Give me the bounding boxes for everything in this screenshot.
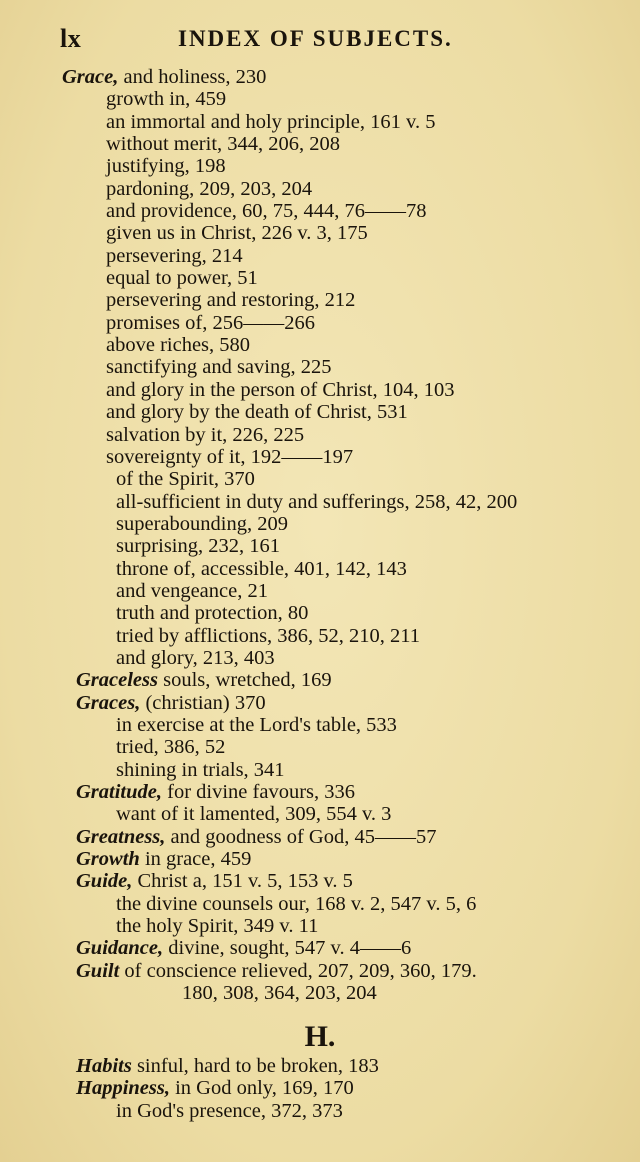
index-subentry <box>0 468 640 490</box>
index-subentry <box>0 736 640 758</box>
entry-text: sovereignty of it, 192——197 <box>106 445 354 468</box>
entry-text: throne of, accessible, 401, 142, 143 <box>116 557 407 580</box>
index-entry <box>0 960 640 982</box>
index-subentry <box>0 424 640 446</box>
index-entry <box>0 66 640 88</box>
index-subentry <box>0 178 640 200</box>
index-subentry <box>0 379 640 401</box>
entry-text: superabounding, 209 <box>116 512 288 535</box>
entry-text: and glory in the person of Christ, 104, 103 <box>106 378 455 401</box>
entry-text: persevering and restoring, 212 <box>106 289 356 312</box>
entry-text: above riches, 580 <box>106 334 251 357</box>
index-subentry <box>0 111 640 133</box>
entry-text: in exercise at the Lord's table, 533 <box>116 713 397 736</box>
entry-text: and glory, 213, 403 <box>116 646 275 669</box>
entry-keyword: Habits <box>76 1055 132 1077</box>
index-subentry <box>0 446 640 468</box>
index-entry <box>0 1055 640 1077</box>
entry-keyword: Graceless <box>76 669 158 692</box>
entry-text: and vengeance, 21 <box>116 579 268 602</box>
entry-text: souls, wretched, 169 <box>157 669 332 692</box>
entry-text: in God only, 169, 170 <box>169 1077 354 1100</box>
index-subentry <box>0 893 640 915</box>
index-subentry <box>0 602 640 624</box>
entry-text: justifying, 198 <box>106 155 226 178</box>
entry-keyword: Graces, <box>76 691 141 714</box>
index-subentry <box>0 222 640 244</box>
index-subentry <box>0 558 640 580</box>
index-subentry <box>0 535 640 557</box>
index-entry <box>0 692 640 714</box>
index-subentry <box>0 88 640 110</box>
entry-text: for divine favours, 336 <box>162 781 355 803</box>
index-entry <box>0 1077 640 1099</box>
entry-text: in grace, 459 <box>139 848 252 871</box>
index-subentry <box>0 245 640 267</box>
index-entry <box>0 848 640 870</box>
entry-text: salvation by it, 226, 225 <box>106 423 305 446</box>
entry-text: 180, 308, 364, 203, 204 <box>182 982 377 1005</box>
entry-text: tried, 386, 52 <box>116 736 226 759</box>
entry-text: given us in Christ, 226 v. 3, 175 <box>106 222 368 245</box>
index-section-g <box>0 66 640 1004</box>
entry-text: sanctifying and saving, 225 <box>106 356 332 379</box>
entry-text: surprising, 232, 161 <box>116 535 280 558</box>
entry-text: and goodness of God, 45——57 <box>165 825 437 848</box>
entry-keyword: Gratitude, <box>76 781 162 803</box>
entry-text: sinful, hard to be broken, 183 <box>131 1055 379 1077</box>
entry-text: truth and protection, 80 <box>116 602 309 625</box>
page-number: lx <box>60 24 82 53</box>
entry-text: in God's presence, 372, 373 <box>116 1099 343 1122</box>
entry-text: an immortal and holy principle, 161 v. 5 <box>106 110 436 133</box>
index-subentry <box>0 289 640 311</box>
entry-text: want of it lamented, 309, 554 v. 3 <box>116 803 392 826</box>
entry-text: the holy Spirit, 349 v. 11 <box>116 915 319 938</box>
index-entry <box>0 826 640 848</box>
index-subentry <box>0 267 640 289</box>
entry-text: equal to power, 51 <box>106 267 258 290</box>
entry-text: shining in trials, 341 <box>116 758 285 781</box>
index-entry <box>0 870 640 892</box>
entry-text: tried by afflictions, 386, 52, 210, 211 <box>116 624 421 647</box>
index-subentry <box>0 401 640 423</box>
entry-text: of the Spirit, 370 <box>116 468 255 491</box>
entry-text: growth in, 459 <box>106 88 227 111</box>
index-subentry <box>0 714 640 736</box>
entry-text: Christ a, 151 v. 5, 153 v. 5 <box>132 870 353 893</box>
index-subentry <box>0 133 640 155</box>
index-subentry <box>0 334 640 356</box>
entry-text: and holiness, 230 <box>118 66 267 88</box>
entry-text: and providence, 60, 75, 444, 76——78 <box>106 200 427 223</box>
index-subentry <box>0 915 640 937</box>
entry-keyword: Grace, <box>62 66 119 88</box>
index-subentry <box>0 580 640 602</box>
entry-keyword: Happiness, <box>76 1077 170 1100</box>
entry-text: persevering, 214 <box>106 244 243 267</box>
running-head: INDEX OF SUBJECTS. <box>178 26 453 51</box>
entry-keyword: Growth <box>76 848 140 871</box>
index-subentry <box>0 491 640 513</box>
entry-text: (christian) 370 <box>140 691 266 714</box>
entry-keyword: Greatness, <box>76 825 166 848</box>
entry-text: without merit, 344, 206, 208 <box>106 133 341 156</box>
index-subentry <box>0 356 640 378</box>
index-entry <box>0 937 640 959</box>
entry-keyword: Guilt <box>76 959 120 982</box>
index-subentry <box>0 647 640 669</box>
index-subentry <box>0 759 640 781</box>
entry-text: of conscience relieved, 207, 209, 360, 179. <box>119 959 477 982</box>
index-entry <box>0 781 640 803</box>
entry-text: pardoning, 209, 203, 204 <box>106 177 313 200</box>
index-section-h <box>0 1055 640 1122</box>
entry-text: promises of, 256——266 <box>106 311 315 334</box>
index-subentry <box>0 982 640 1004</box>
entry-keyword: Guide, <box>76 870 133 893</box>
index-subentry <box>0 625 640 647</box>
index-subentry <box>0 803 640 825</box>
index-subentry <box>0 200 640 222</box>
entry-text: divine, sought, 547 v. 4——6 <box>163 937 412 960</box>
entry-text: and glory by the death of Christ, 531 <box>106 401 408 424</box>
index-subentry <box>0 312 640 334</box>
index-subentry <box>0 155 640 177</box>
index-subentry <box>0 1100 640 1122</box>
page-header <box>0 24 640 56</box>
entry-text: the divine counsels our, 168 v. 2, 547 v. 5, 6 <box>116 892 477 915</box>
entry-text: all-sufficient in duty and sufferings, 258, 42, 200 <box>116 490 518 513</box>
index-entry <box>0 669 640 691</box>
index-subentry <box>0 513 640 535</box>
entry-keyword: Guidance, <box>76 937 164 960</box>
section-heading-h: H. <box>304 1020 336 1053</box>
